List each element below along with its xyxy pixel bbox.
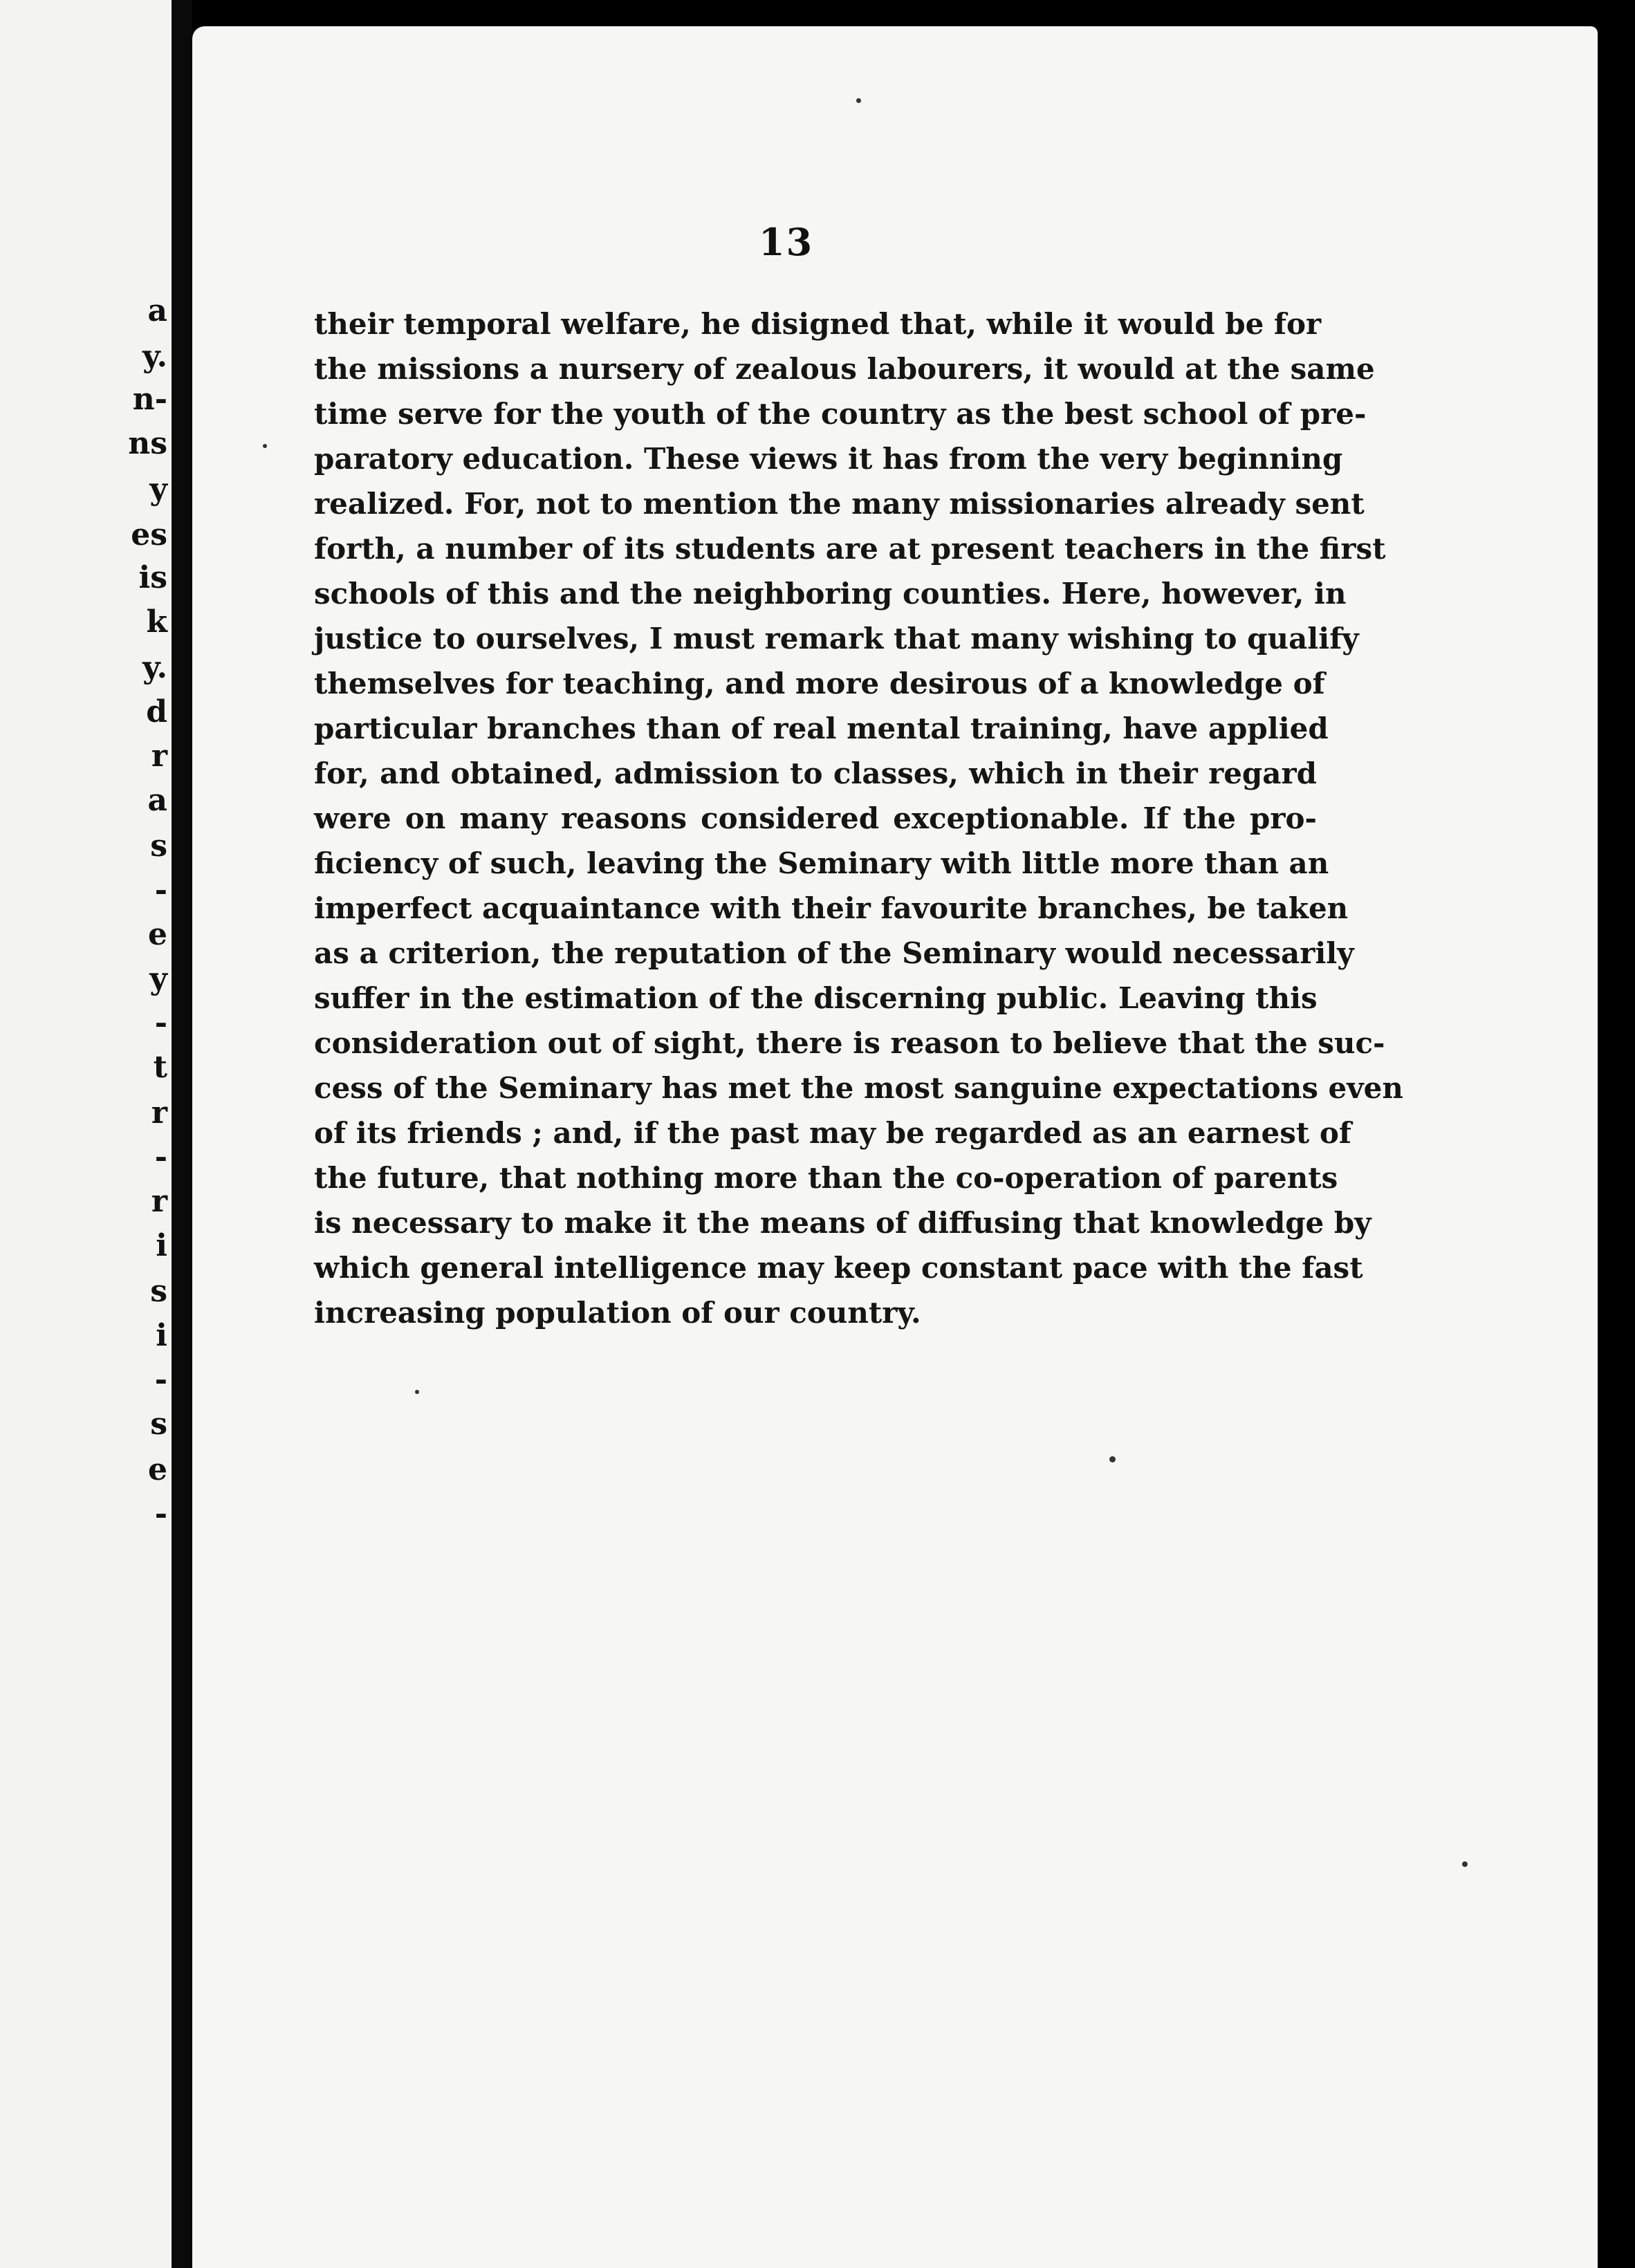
left-page-fragment: y <box>149 472 167 507</box>
left-page-fragment: d <box>146 694 167 729</box>
text-line: imperfect acquaintance with their favourite branches, be taken <box>314 891 1349 925</box>
text-line: ficiency of such, leaving the Seminary with little more than an <box>314 846 1329 880</box>
page-number: 13 <box>759 220 814 264</box>
left-page-fragment: y <box>149 961 167 996</box>
text-line: which general intelligence may keep constant pace with the fast <box>314 1251 1363 1285</box>
text-line: their temporal welfare, he disigned that, while it would be for <box>314 307 1322 341</box>
left-page-fragment: i <box>156 1318 167 1353</box>
left-page-fragment: s <box>150 1274 167 1309</box>
left-page-fragment: e <box>148 917 167 952</box>
scan-speck <box>415 1390 419 1394</box>
left-page-fragment: a <box>147 293 167 328</box>
text-line: suffer in the estimation of the discerning public. Leaving this <box>314 981 1318 1015</box>
text-line: the future, that nothing more than the co-operation of parents <box>314 1161 1338 1195</box>
text-line: paratory education. These views it has from the very beginning <box>314 442 1343 476</box>
left-page-fragment: y. <box>142 650 167 685</box>
text-line: increasing population of our country. <box>314 1296 921 1330</box>
left-page-fragment: - <box>154 1005 167 1041</box>
left-page-fragment: r <box>151 1095 167 1131</box>
text-line: time serve for the youth of the country as the best school of pre- <box>314 397 1367 431</box>
text-line: were on many reasons considered exceptionable. If the pro- <box>314 801 1317 835</box>
left-facing-page-edge <box>0 0 172 2268</box>
text-line: for, and obtained, admission to classes, which in their regard <box>314 756 1317 790</box>
scan-speck <box>263 444 267 448</box>
left-page-fragment: s <box>150 1406 167 1442</box>
text-line: themselves for teaching, and more desirous of a knowledge of <box>314 667 1325 700</box>
left-page-fragment: - <box>154 1140 167 1175</box>
text-line: forth, a number of its students are at present teachers in the first <box>314 532 1386 566</box>
scan-speck <box>856 98 861 103</box>
text-line: schools of this and the neighboring counties. Here, however, in <box>314 577 1347 611</box>
text-line: consideration out of sight, there is reason to believe that the suc- <box>314 1026 1385 1060</box>
left-page-fragment: k <box>146 604 167 640</box>
text-line: particular branches than of real mental training, have applied <box>314 712 1329 745</box>
scan-speck <box>1109 1456 1116 1462</box>
text-line: of its friends ; and, if the past may be regarded as an earnest of <box>314 1116 1351 1150</box>
text-line: as a criterion, the reputation of the Seminary would necessarily <box>314 936 1354 970</box>
text-line: cess of the Seminary has met the most sanguine expectations even <box>314 1071 1403 1105</box>
scan-speck <box>1462 1861 1468 1867</box>
text-line: is necessary to make it the means of diffusing that knowledge by <box>314 1206 1371 1240</box>
page-body-text <box>314 301 1403 1335</box>
left-page-fragment: y. <box>142 339 167 374</box>
left-page-fragment: ns <box>128 426 167 461</box>
left-page-fragment: is <box>138 560 167 595</box>
left-page-fragment: e <box>148 1452 167 1487</box>
left-page-fragment: s <box>150 828 167 864</box>
left-page-fragment: r <box>151 738 167 774</box>
left-page-fragment: - <box>154 1496 167 1532</box>
left-page-fragment: t <box>153 1050 167 1085</box>
left-page-fragment: - <box>154 873 167 908</box>
left-page-fragment: i <box>156 1228 167 1263</box>
left-page-fragment: r <box>151 1184 167 1219</box>
left-page-fragment: a <box>147 783 167 818</box>
book-gutter <box>172 0 192 2268</box>
left-page-fragment: - <box>154 1362 167 1397</box>
text-line: the missions a nursery of zealous labourers, it would at the same <box>314 352 1375 386</box>
text-line: justice to ourselves, I must remark that many wishing to qualify <box>314 622 1359 656</box>
text-line: realized. For, not to mention the many missionaries already sent <box>314 487 1365 521</box>
left-page-fragment: n- <box>132 382 167 417</box>
left-page-fragment: es <box>131 517 167 552</box>
